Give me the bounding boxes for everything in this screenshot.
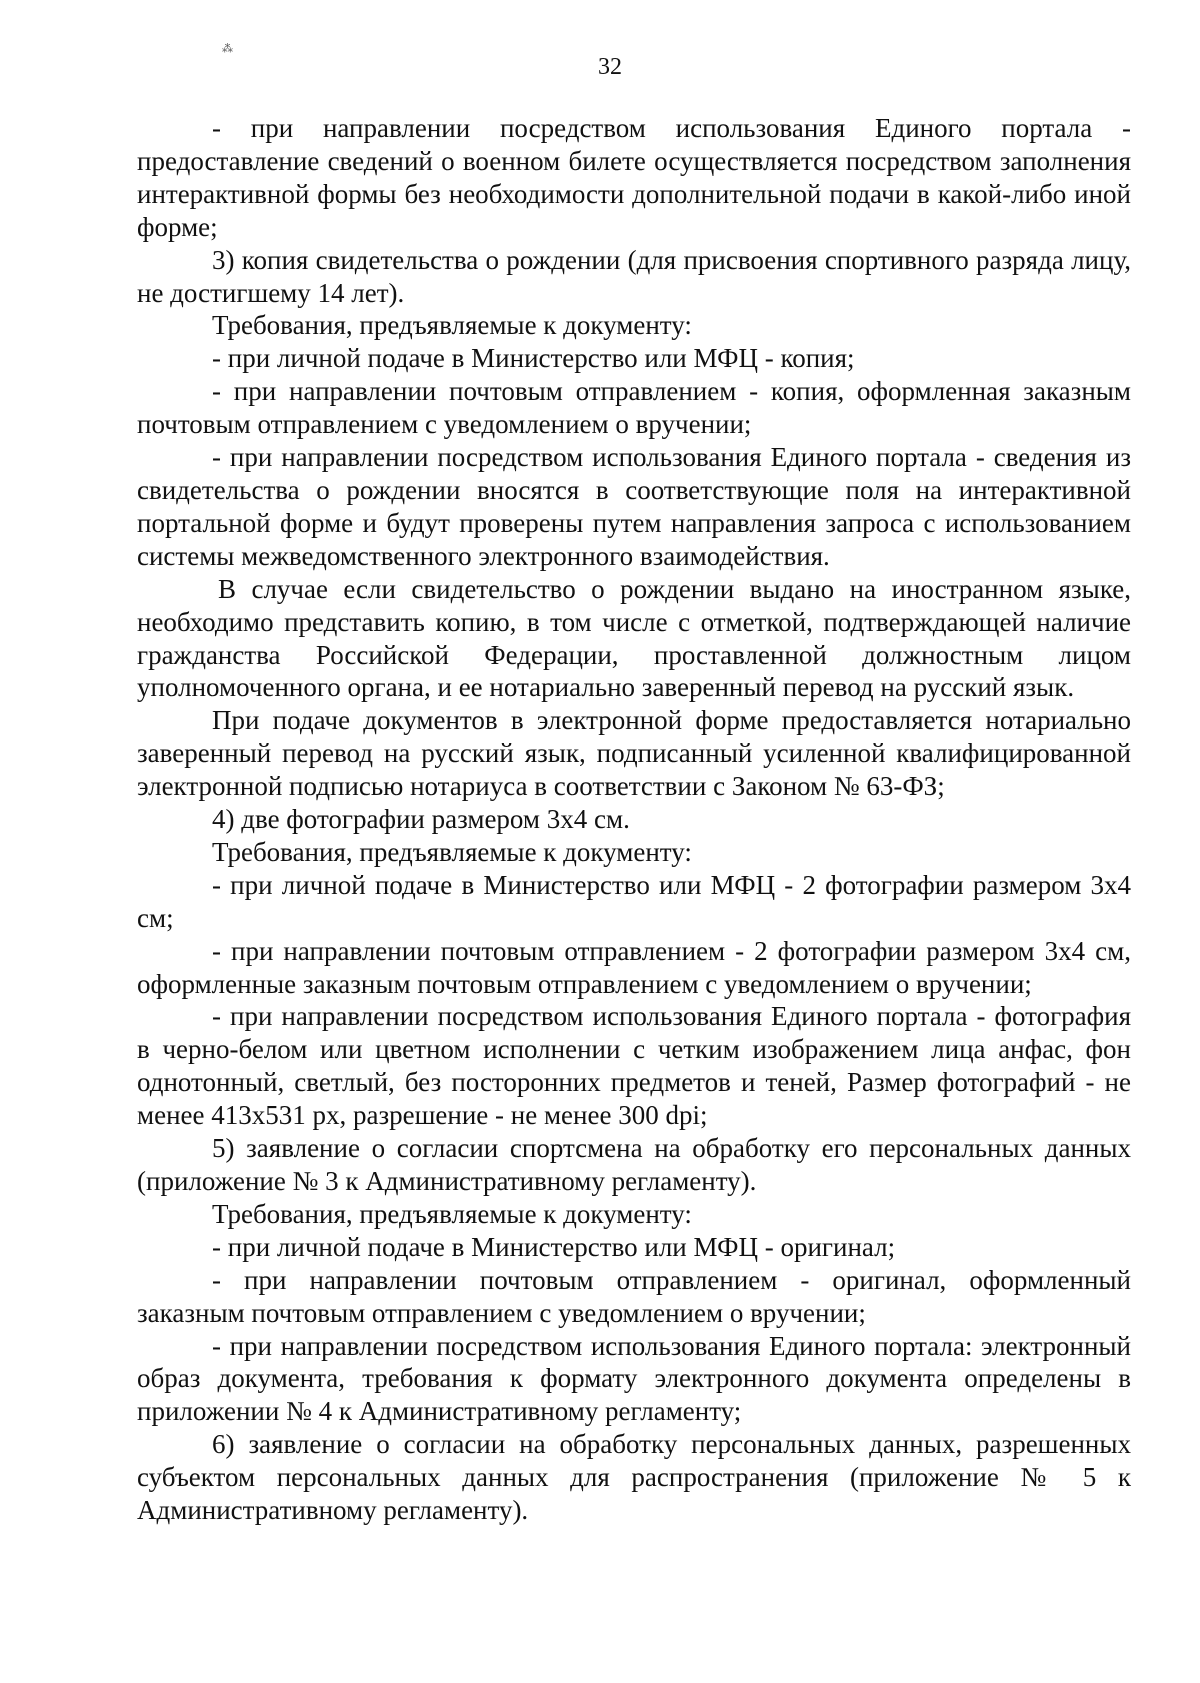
page-number: 32 bbox=[598, 54, 622, 80]
paragraph: - при направлении почтовым отправлением - 2 фотографии размером 3х4 см, оформленные заказным почтовым отправлением с уведомлением о вручении; bbox=[137, 935, 1131, 999]
paragraph: 6) заявление о согласии на обработку персональных данных, разрешенных субъектом персональных данных для распространения (приложение № 5 к Административному регламенту). bbox=[137, 1429, 1131, 1526]
paragraph: - при направлении посредством использования Единого портала: электронный образ документа, требования к формату электронного документа определены в приложении № 4 к Административному регламенту; bbox=[137, 1330, 1131, 1427]
paragraph: Требования, предъявляемые к документу: bbox=[212, 1198, 692, 1229]
paragraph: - при направлении посредством использования Единого портала - предоставление сведений о военном билете осуществляется посредством заполнения интерактивной формы без необходимости дополнительной подачи в какой-либо иной форме; bbox=[137, 113, 1131, 242]
paragraph: - при направлении посредством использования Единого портала - сведения из свидетельства о рождении вносятся в соответствующие поля на интерактивной портальной форме и будут проверены путем направления запроса с использованием системы межведомственного электронного взаимодействия. bbox=[137, 442, 1131, 571]
paragraph: В случае если свидетельство о рождении выдано на иностранном языке, необходимо представить копию, в том числе с отметкой, подтверждающей наличие гражданства Российской Федерации, проставленной должностным лицом уполномоченного органа, и ее нотариально заверенный перевод на русский язык. bbox=[137, 573, 1131, 703]
paragraph: Требования, предъявляемые к документу: bbox=[212, 836, 692, 867]
paragraph: - при личной подаче в Министерство или МФЦ - 2 фотографии размером 3х4 см; bbox=[137, 869, 1131, 933]
paragraph: - при личной подаче в Министерство или МФЦ - оригинал; bbox=[212, 1231, 896, 1262]
paragraph: - при личной подаче в Министерство или МФЦ - копия; bbox=[212, 343, 855, 374]
paragraph: Требования, предъявляемые к документу: bbox=[212, 310, 692, 341]
paragraph: - при направлении почтовым отправлением - копия, оформленная заказным почтовым отправлением с уведомлением о вручении; bbox=[137, 376, 1131, 440]
document-body bbox=[137, 112, 1131, 1527]
paragraph: - при направлении посредством использования Единого портала - фотография в черно-белом или цветном исполнении с четким изображением лица анфас, фон однотонный, светлый, без посторонних предметов и теней, Размер фотографий - не менее 413х531 px, разрешение - не менее 300 dpi; bbox=[137, 1001, 1131, 1131]
paragraph: 5) заявление о согласии спортсмена на обработку его персональных данных (приложение № 3 к Административному регламенту). bbox=[137, 1133, 1131, 1196]
paragraph: При подаче документов в электронной форме предоставляется нотариально заверенный перевод на русский язык, подписанный усиленной квалифицированной электронной подписью нотариуса в соответствии с Законом № 63-ФЗ; bbox=[137, 705, 1131, 802]
paragraph: - при направлении почтовым отправлением - оригинал, оформленный заказным почтовым отправлением с уведомлением о вручении; bbox=[137, 1264, 1131, 1328]
paragraph: 3) копия свидетельства о рождении (для присвоения спортивного разряда лицу, не достигшему 14 лет). bbox=[137, 244, 1131, 308]
scan-speck: ⁂ bbox=[222, 43, 233, 55]
paragraph: 4) две фотографии размером 3х4 см. bbox=[212, 804, 630, 835]
